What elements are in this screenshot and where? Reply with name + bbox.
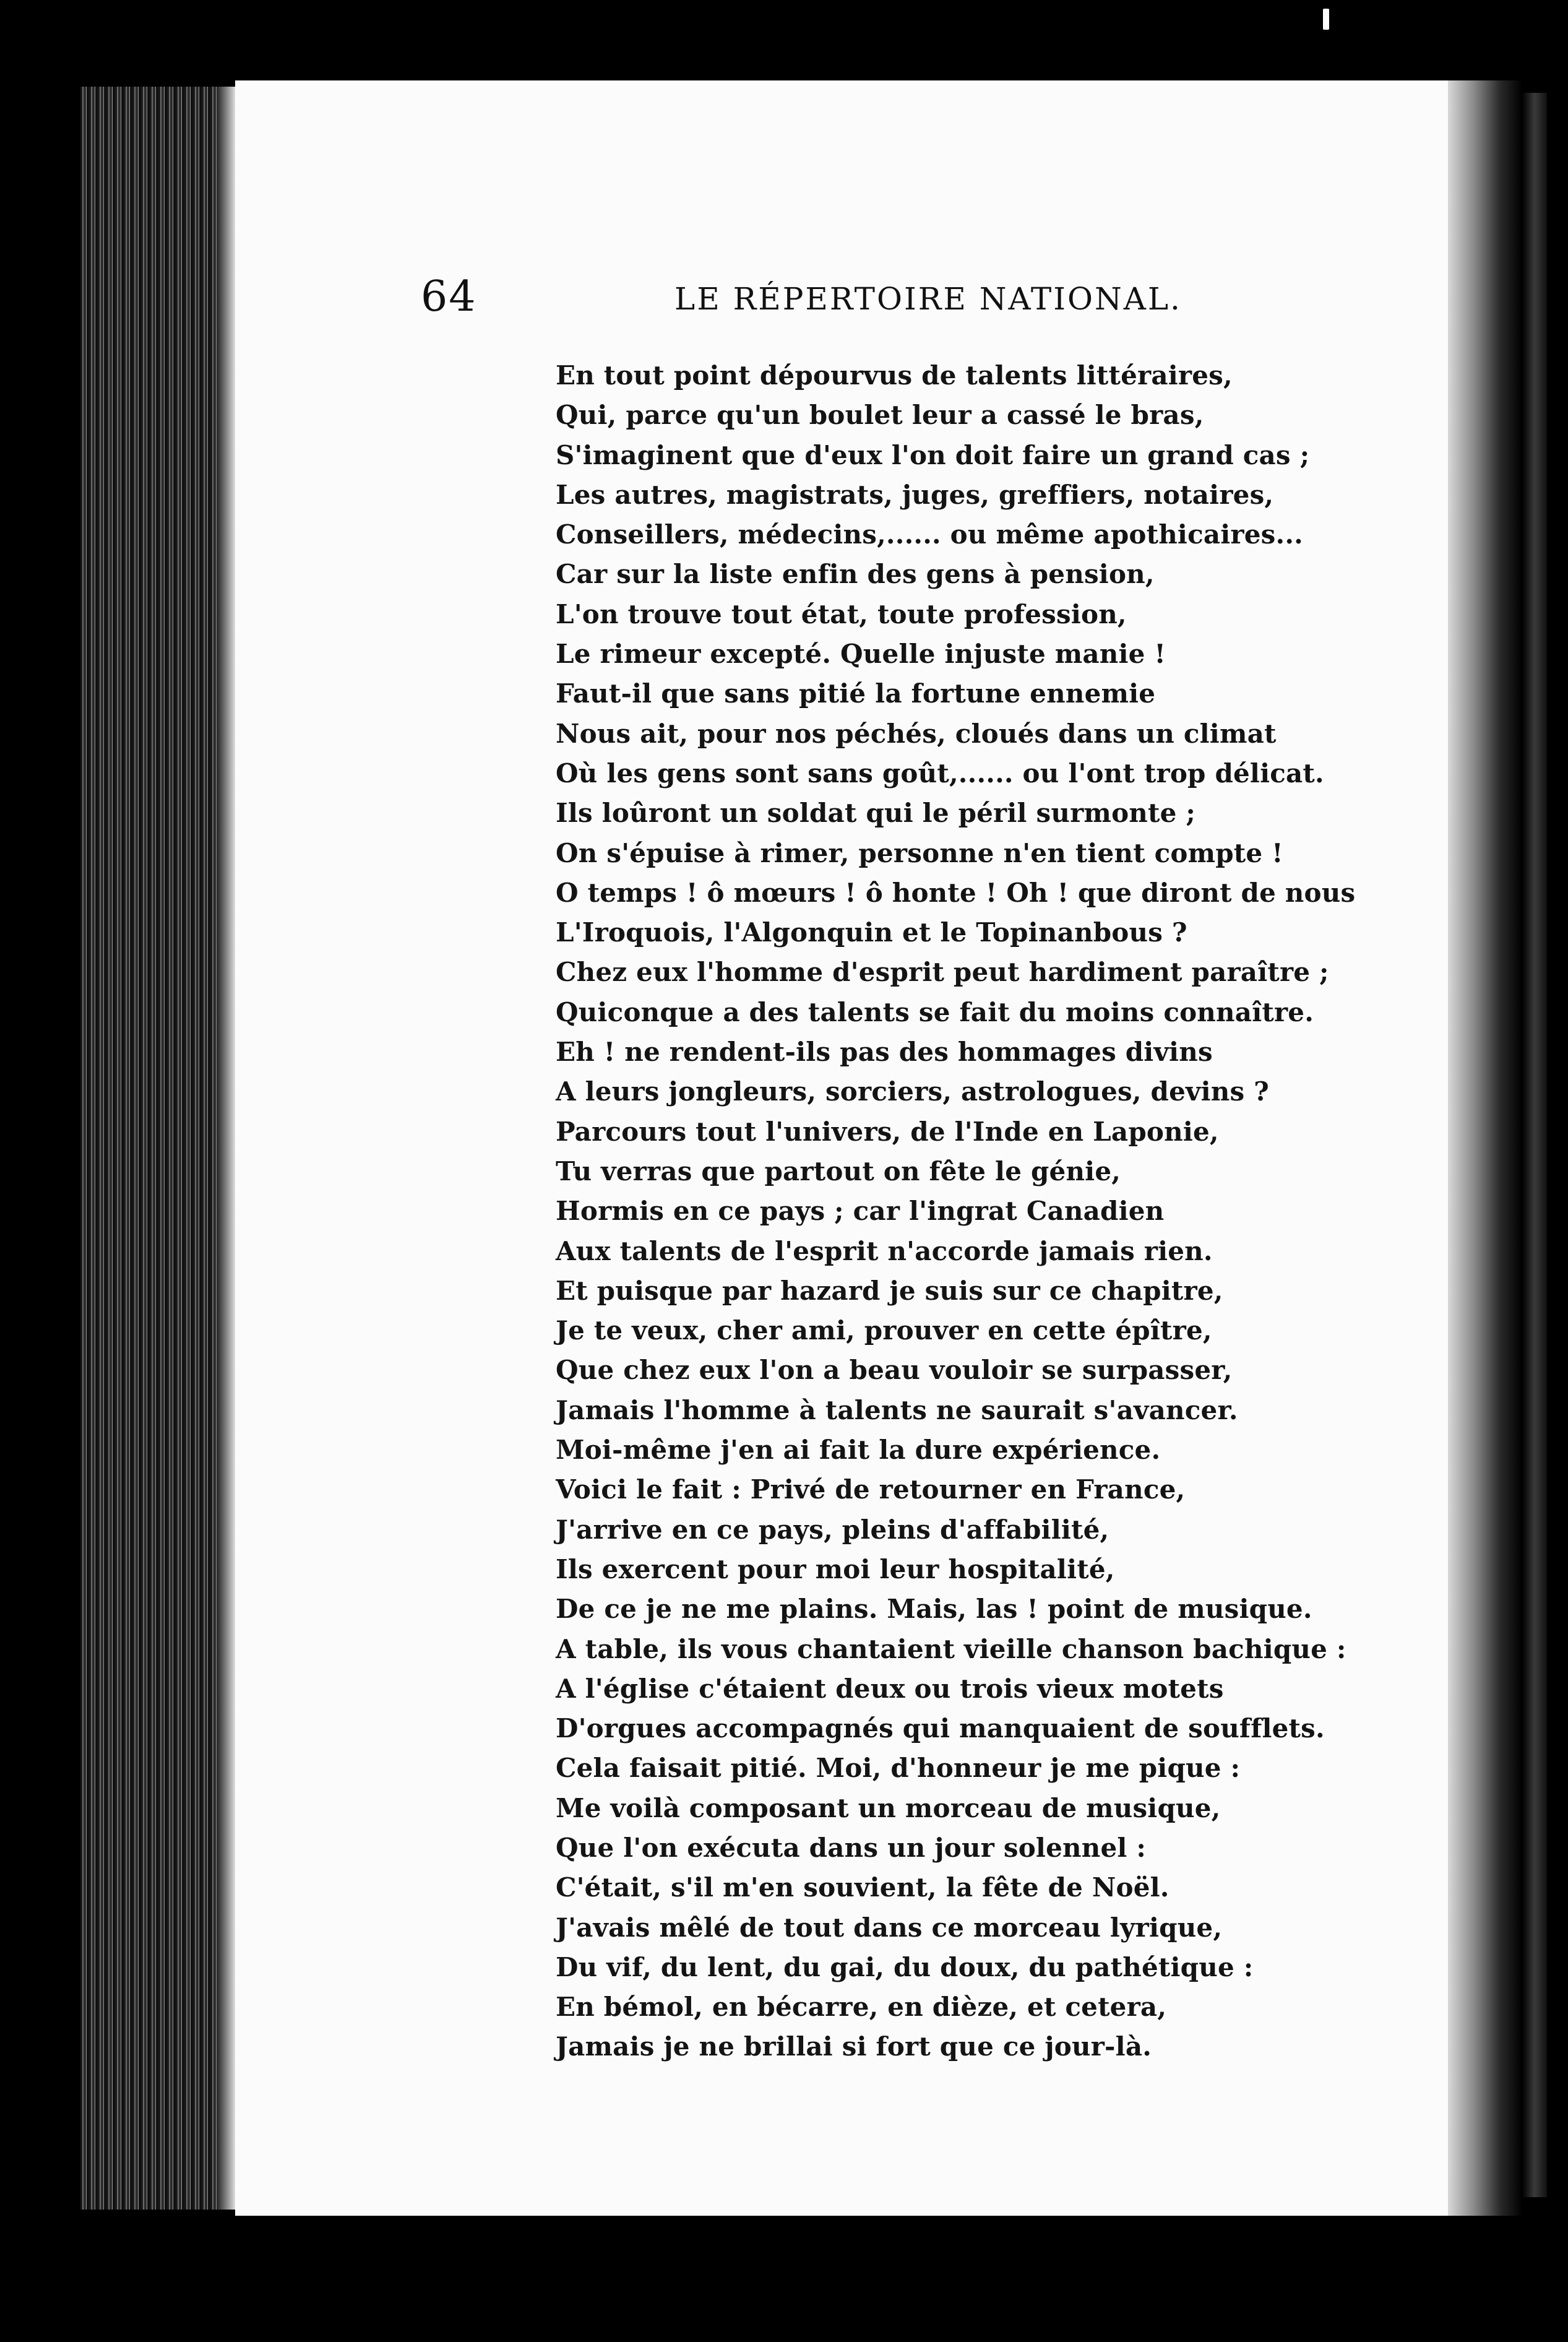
poem-line: Je te veux, cher ami, prouver en cette épître, [556,1315,1212,1346]
poem-line: L'on trouve tout état, toute profession, [556,598,1127,629]
poem-line: L'Iroquois, l'Algonquin et le Topinanbous ? [556,917,1187,948]
poem-line: Et puisque par hazard je suis sur ce chapitre, [556,1275,1223,1306]
poem-line: Parcours tout l'univers, de l'Inde en Laponie, [556,1116,1219,1147]
poem-line: A l'église c'étaient deux ou trois vieux motets [556,1673,1224,1704]
page-header [421,272,1262,322]
poem-line: Aux talents de l'esprit n'accorde jamais rien. [556,1235,1213,1266]
poem-line: Hormis en ce pays ; car l'ingrat Canadien [556,1196,1165,1227]
poem-line: J'arrive en ce pays, pleins d'affabilité, [556,1514,1109,1545]
poem-line: A table, ils vous chantaient vieille chanson bachique : [556,1633,1346,1664]
poem-line: Cela faisait pitié. Moi, d'honneur je me pique : [556,1753,1241,1784]
poem-line: Ils exercent pour moi leur hospitalité, [556,1553,1115,1584]
poem-line: Chez eux l'homme d'esprit peut hardiment paraître ; [556,957,1329,988]
poem-line: Tu verras que partout on fête le génie, [556,1156,1121,1186]
poem-line: Car sur la liste enfin des gens à pension, [556,559,1155,590]
poem-line: D'orgues accompagnés qui manquaient de soufflets. [556,1713,1325,1744]
poem-line: Du vif, du lent, du gai, du doux, du pathétique : [556,1951,1254,1982]
poem-line: J'avais mêlé de tout dans ce morceau lyrique, [556,1912,1223,1943]
poem-line: Jamais je ne brillai si fort que ce jour-là. [556,2031,1152,2062]
poem-line: Ils loûront un soldat qui le péril surmonte ; [556,798,1196,829]
book-spine [80,87,235,2210]
poem-line: En bémol, en bécarre, en dièze, et cetera, [556,1992,1167,2023]
poem-line: Me voilà composant un morceau de musique, [556,1792,1221,1823]
poem-line: C'était, s'il m'en souvient, la fête de Noël. [556,1872,1170,1903]
poem-line: Faut-il que sans pitié la fortune ennemie [556,678,1156,709]
poem-line: O temps ! ô mœurs ! ô honte ! Oh ! que diront de nous [556,877,1356,908]
spine-edge [217,87,235,2210]
poem-line: Que l'on exécuta dans un jour solennel : [556,1832,1147,1863]
poem-text [556,356,1397,2067]
next-page-edge [1522,93,1547,2197]
poem-line: Voici le fait : Privé de retourner en France, [556,1474,1186,1505]
running-title: LE RÉPERTOIRE NATIONAL. [674,281,1182,317]
poem-line: Qui, parce qu'un boulet leur a cassé le bras, [556,400,1204,431]
poem-line: A leurs jongleurs, sorciers, astrologues, devins ? [556,1076,1269,1107]
poem-line: En tout point dépourvus de talents littéraires, [556,360,1233,391]
poem-line: Où les gens sont sans goût,...... ou l'ont trop délicat. [556,758,1324,789]
poem-line: Moi-même j'en ai fait la dure expérience. [556,1435,1161,1466]
scan-corner-mark [1323,9,1329,30]
poem-line: Le rimeur excepté. Quelle injuste manie ! [556,639,1166,670]
poem-line: Conseillers, médecins,...... ou même apothicaires... [556,519,1303,550]
poem-line: Eh ! ne rendent-ils pas des hommages divins [556,1037,1213,1068]
poem-line: Jamais l'homme à talents ne saurait s'avancer. [556,1394,1238,1425]
poem-line: S'imaginent que d'eux l'on doit faire un grand cas ; [556,439,1310,470]
poem-line: Quiconque a des talents se fait du moins connaître. [556,996,1314,1027]
page-number: 64 [421,272,477,321]
poem-line: On s'épuise à rimer, personne n'en tient compte ! [556,837,1283,868]
poem-line: Les autres, magistrats, juges, greffiers, notaires, [556,479,1274,510]
poem-line: Nous ait, pour nos péchés, cloués dans un climat [556,718,1277,749]
poem-line: De ce je ne me plains. Mais, las ! point de musique. [556,1594,1312,1625]
page-right-shadow [1448,80,1522,2216]
poem-line: Que chez eux l'on a beau vouloir se surpasser, [556,1355,1233,1386]
